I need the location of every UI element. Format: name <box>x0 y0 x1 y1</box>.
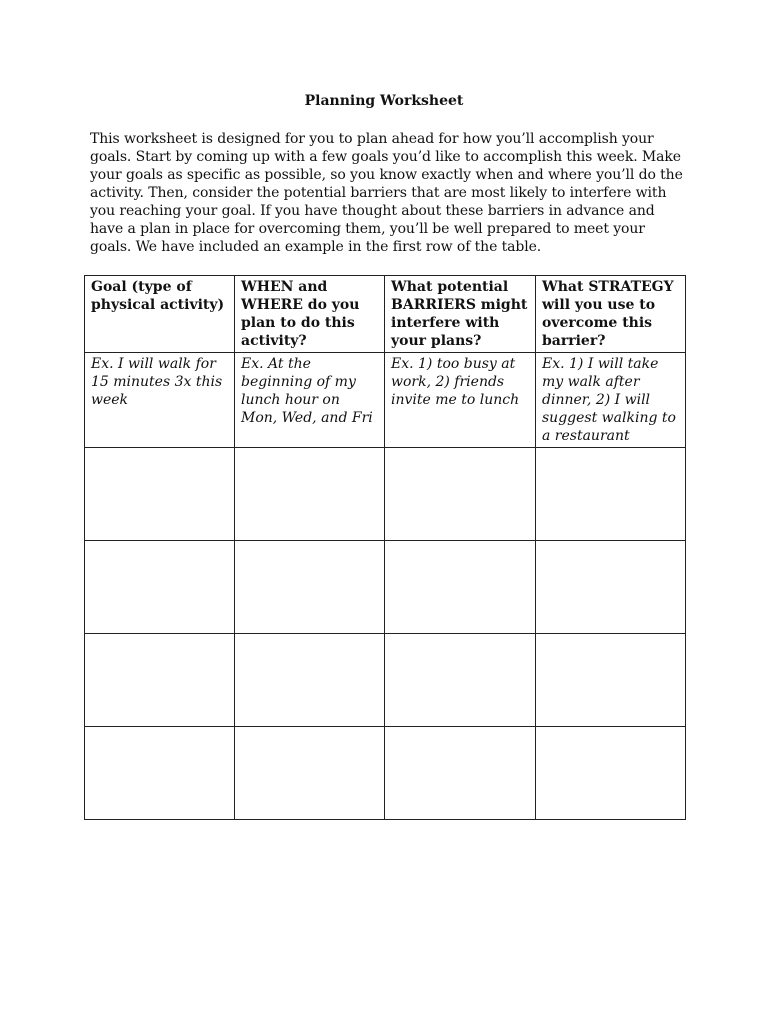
blank-cell-strategy[interactable] <box>536 448 686 541</box>
blank-cell-barriers[interactable] <box>385 448 536 541</box>
blank-cell-goal[interactable] <box>85 541 235 634</box>
table-row <box>85 727 686 820</box>
page-title: Planning Worksheet <box>304 93 464 109</box>
blank-cell-when-where[interactable] <box>235 541 385 634</box>
table-row <box>85 634 686 727</box>
blank-cell-goal[interactable] <box>85 634 235 727</box>
blank-cell-goal[interactable] <box>85 448 235 541</box>
intro-paragraph <box>90 130 690 256</box>
blank-cell-barriers[interactable] <box>385 541 536 634</box>
header-goal: Goal (type of physical activity) <box>85 276 235 353</box>
example-barriers: Ex. 1) too busy at work, 2) friends invite me to lunch <box>385 353 536 448</box>
example-goal: Ex. I will walk for 15 minutes 3x this week <box>85 353 235 448</box>
example-strategy: Ex. 1) I will take my walk after dinner, 2) I will suggest walking to a restaurant <box>536 353 686 448</box>
blank-cell-when-where[interactable] <box>235 634 385 727</box>
blank-cell-when-where[interactable] <box>235 727 385 820</box>
blank-cell-barriers[interactable] <box>385 727 536 820</box>
example-when-where: Ex. At the beginning of my lunch hour on Mon, Wed, and Fri <box>235 353 385 448</box>
table-row <box>85 448 686 541</box>
blank-cell-barriers[interactable] <box>385 634 536 727</box>
header-strategy: What STRATEGY will you use to overcome this barrier? <box>536 276 686 353</box>
header-when-where: WHEN and WHERE do you plan to do this activity? <box>235 276 385 353</box>
blank-cell-strategy[interactable] <box>536 541 686 634</box>
example-row <box>85 353 686 448</box>
blank-cell-goal[interactable] <box>85 727 235 820</box>
blank-cell-strategy[interactable] <box>536 634 686 727</box>
blank-cell-strategy[interactable] <box>536 727 686 820</box>
table-header-row <box>85 276 686 353</box>
blank-cell-when-where[interactable] <box>235 448 385 541</box>
intro-text: This worksheet is designed for you to plan ahead for how you’ll accomplish your goals. Start by coming up with a few goals you’d like to accomplish this week. Make your goals as specific as possible, so you know exactly when and where you’ll do the activity. Then, consider the potential barriers that are most likely to interfere with you reaching your goal. If you have thought about these barriers in advance and have a plan in place for overcoming them, you’ll be well prepared to meet your goals. We have included an example in the first row of the table. <box>90 131 683 255</box>
header-barriers: What potential BARRIERS might interfere with your plans? <box>385 276 536 353</box>
table-row <box>85 541 686 634</box>
planning-table <box>84 275 686 820</box>
